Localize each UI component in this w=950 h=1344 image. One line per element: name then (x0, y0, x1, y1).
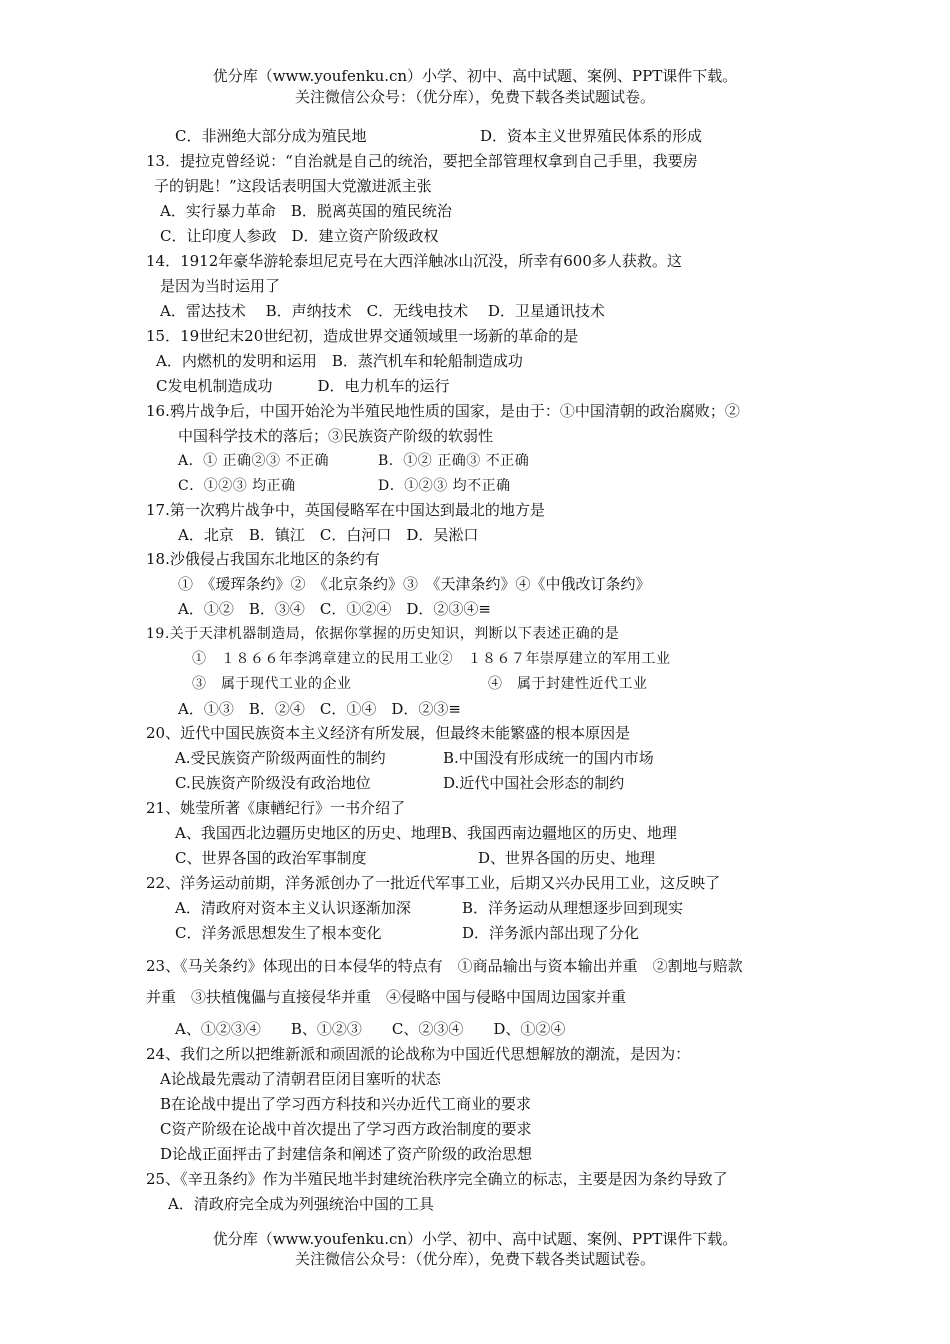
q21-option-d: D、世界各国的历史、地理 (478, 849, 656, 867)
q18-items: ① 《瑷珲条约》② 《北京条约》③ 《天津条约》④《中俄改订条约》 (178, 575, 651, 593)
q23-options: A、①②③④ B、①②③ C、②③④ D、①②④ (175, 1020, 566, 1038)
q14-stem-cont: 是因为当时运用了 (160, 277, 281, 295)
q19-item-4: ④ 属于封建性近代工业 (488, 676, 648, 692)
q17-stem: 17.第一次鸦片战争中，英国侵略军在中国达到最北的地方是 (146, 501, 545, 519)
q19-items-12: ① １８６６年李鸿章建立的民用工业② １８６７年崇厚建立的军用工业 (192, 651, 671, 667)
q19-item-3: ③ 属于现代工业的企业 (192, 676, 352, 692)
q16-stem-cont: 中国科学技术的落后；③民族资产阶级的软弱性 (178, 427, 494, 445)
q13-stem-cont: 子的钥匙！”这段话表明国大党激进派主张 (154, 177, 432, 195)
header-line-2: 关注微信公众号：（优分库），免费下载各类试题试卷。 (294, 88, 655, 106)
q18-options: A．①② B．③④ C．①②④ D．②③④≡ (178, 600, 491, 618)
q18-stem: 18.沙俄侵占我国东北地区的条约有 (146, 550, 380, 568)
q25-option-a: A．清政府完全成为列强统治中国的工具 (168, 1195, 434, 1213)
q22-option-a: A．清政府对资本主义认识逐渐加深 (175, 899, 411, 917)
footer-line-2: 关注微信公众号：（优分库），免费下载各类试题试卷。 (294, 1250, 655, 1268)
q12-option-c: C．非洲绝大部分成为殖民地 (175, 127, 367, 145)
q24-option-a: A论战最先震动了清朝君臣闭目塞听的状态 (160, 1070, 441, 1088)
q24-stem: 24、我们之所以把维新派和顽固派的论战称为中国近代思想解放的潮流，是因为： (146, 1045, 691, 1063)
q23-stem-cont: 并重 ③扶植傀儡与直接侵华并重 ④侵略中国与侵略中国周边国家并重 (146, 988, 627, 1006)
q22-option-b: B．洋务运动从理想逐步回到现实 (462, 899, 684, 917)
q24-option-d: D论战正面抨击了封建信条和阐述了资产阶级的政治思想 (160, 1145, 533, 1163)
footer-line-1: 优分库（www.youfenku.cn）小学、初中、高中试题、案例、PPT课件下载。 (212, 1230, 738, 1248)
q20-option-a: A.受民族资产阶级两面性的制约 (175, 749, 386, 767)
q22-option-c: C．洋务派思想发生了根本变化 (175, 924, 382, 942)
q14-options: A．雷达技术 B．声纳技术 C．无线电技术 D．卫星通讯技术 (160, 302, 605, 320)
q13-options-cd: C．让印度人参政 D．建立资产阶级政权 (160, 227, 439, 245)
q21-option-c: C、世界各国的政治军事制度 (175, 849, 367, 867)
q16-stem: 16.鸦片战争后，中国开始沦为半殖民地性质的国家，是由于：①中国清朝的政治腐败；② (146, 402, 740, 420)
q14-stem: 14．1912年豪华游轮泰坦尼克号在大西洋触冰山沉没，所幸有600多人获救。这 (146, 252, 682, 270)
q20-option-d: D.近代中国社会形态的制约 (443, 774, 625, 792)
q15-options-ab: A．内燃机的发明和运用 B．蒸汽机车和轮船制造成功 (156, 352, 523, 370)
q16-option-b: B．①② 正确③ 不正确 (378, 453, 530, 469)
q13-options-ab: A．实行暴力革命 B．脱离英国的殖民统治 (160, 202, 452, 220)
q17-options: A．北京 B．镇江 C．白河口 D．吴淞口 (178, 526, 479, 544)
q20-option-b: B.中国没有形成统一的国内市场 (443, 749, 654, 767)
q15-options-cd: C发电机制造成功 D．电力机车的运行 (156, 377, 450, 395)
q22-option-d: D．洋务派内部出现了分化 (462, 924, 640, 942)
q16-option-c: C．①②③ 均正确 (178, 478, 296, 494)
q20-stem: 20、近代中国民族资本主义经济有所发展，但最终未能繁盛的根本原因是 (146, 724, 631, 742)
q24-option-c: C资产阶级在论战中首次提出了学习西方政治制度的要求 (160, 1120, 532, 1138)
q23-stem: 23、《马关条约》体现出的日本侵华的特点有 ①商品输出与资本输出并重 ②割地与赔款 (146, 957, 743, 975)
q19-options: A．①③ B．②④ C．①④ D．②③≡ (178, 700, 461, 718)
q25-stem: 25、《辛丑条约》作为半殖民地半封建统治秩序完全确立的标志，主要是因为条约导致了 (146, 1170, 728, 1188)
q15-stem: 15．19世纪末20世纪初，造成世界交通领域里一场新的革命的是 (146, 327, 579, 345)
q24-option-b: B在论战中提出了学习西方科技和兴办近代工商业的要求 (160, 1095, 532, 1113)
q20-option-c: C.民族资产阶级没有政治地位 (175, 774, 371, 792)
q12-option-d: D．资本主义世界殖民体系的形成 (480, 127, 703, 145)
q16-option-d: D．①②③ 均不正确 (378, 478, 511, 494)
q16-option-a: A．① 正确②③ 不正确 (178, 453, 330, 469)
q19-stem: 19.关于天津机器制造局，依据你掌握的历史知识，判断以下表述正确的是 (146, 626, 620, 642)
header-line-1: 优分库（www.youfenku.cn）小学、初中、高中试题、案例、PPT课件下载。 (212, 67, 738, 85)
q21-stem: 21、姚莹所著《康輶纪行》一书介绍了 (146, 799, 406, 817)
q22-stem: 22、洋务运动前期，洋务派创办了一批近代军事工业，后期又兴办民用工业，这反映了 (146, 874, 721, 892)
q21-options-ab: A、我国西北边疆历史地区的历史、地理B、我国西南边疆地区的历史、地理 (175, 824, 677, 842)
q13-stem: 13．提拉克曾经说：“自治就是自己的统治，要把全部管理权拿到自己手里，我要房 (146, 152, 698, 170)
